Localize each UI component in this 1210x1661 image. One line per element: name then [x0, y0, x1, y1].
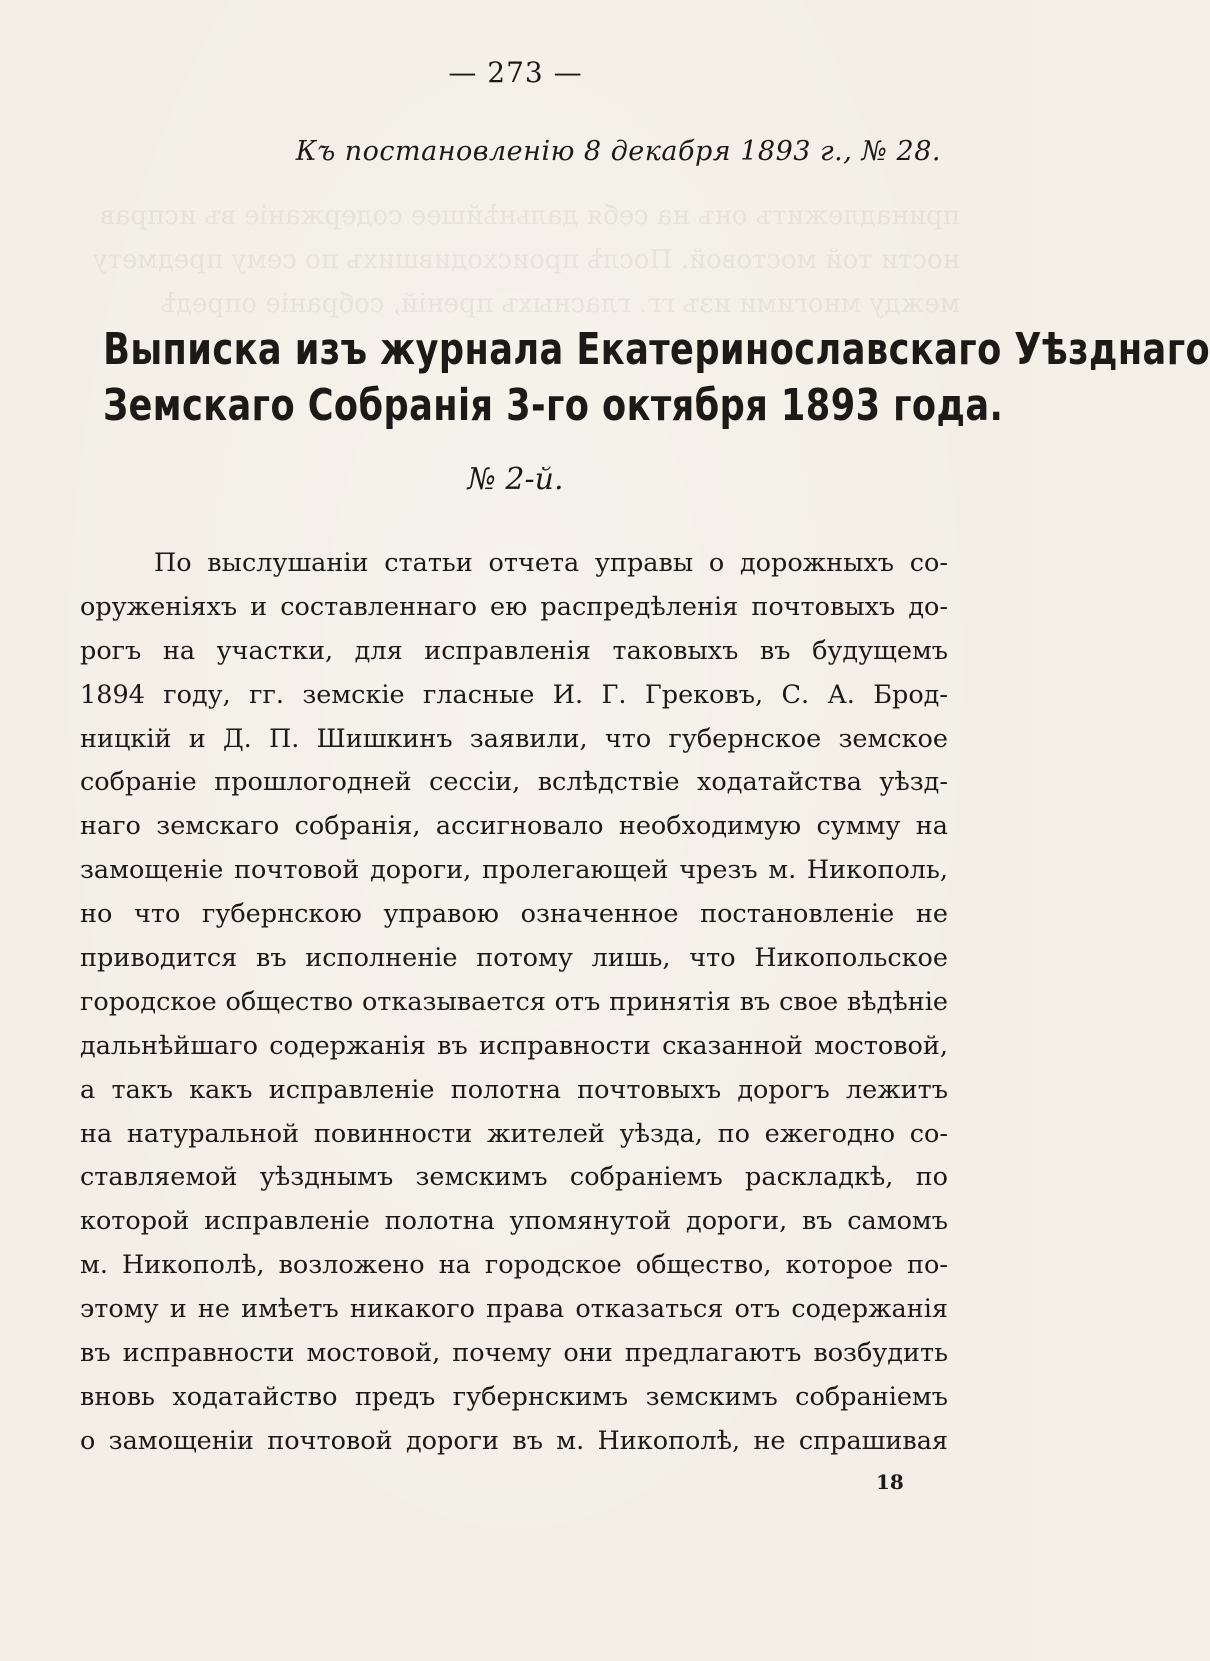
entry-number: № 2-й.	[467, 462, 564, 497]
text-line: на натуральной повинности жителей уѣзда, по ежегодно со-	[80, 1118, 948, 1149]
text-line: наго земскаго собранія, ассигновало необходимую сумму на	[80, 811, 948, 842]
text-line: оруженіяхъ и составленнаго ею распредѣленія почтовыхъ до-	[80, 591, 948, 622]
text-line: м. Никополѣ, возложено на городское общество, которое по-	[80, 1250, 948, 1281]
text-line: рогъ на участки, для исправленія таковыхъ въ будущемъ	[80, 635, 948, 666]
text-line: этому и не имѣетъ никакого права отказаться отъ содержанія	[80, 1294, 948, 1325]
text-line: которой исправленіе полотна упомянутой дороги, въ самомъ	[80, 1206, 948, 1237]
body-paragraph	[80, 542, 948, 1464]
page-number: — 273 —	[448, 56, 583, 89]
text-line: приводится въ исполненіе потому лишь, что Никопольское	[80, 943, 948, 974]
text-line: о замощеніи почтовой дороги въ м. Никополѣ, не спрашивая	[80, 1425, 948, 1456]
text-line: а такъ какъ исправленіе полотна почтовыхъ дорогъ лежитъ	[80, 1074, 948, 1105]
reference-note: Къ постановленію 8 декабря 1893 г., № 28.	[295, 136, 941, 167]
document-title	[0, 322, 1210, 434]
text-line: По выслушаніи статьи отчета управы о дорожныхъ со-	[154, 548, 948, 578]
text-line: въ исправности мостовой, почему они предлагаютъ возбудить	[80, 1338, 948, 1369]
text-line: но что губернскою управою означенное постановленіе не	[80, 899, 948, 930]
bleed-through-texture: принадлежитъ онъ на себя дальнѣйшее содержаніе въ исправ ности той мостовой. Послѣ происходившихъ по сему предмету между многими изъ гг. гласныхъ преній, собраніе опредѣ	[92, 201, 960, 319]
text-line: дальнѣйшаго содержанія въ исправности сказанной мостовой,	[80, 1030, 948, 1061]
title-line-2: Земскаго Собранія 3-го октября 1893 года.	[103, 380, 1004, 431]
text-line: ницкій и Д. П. Шишкинъ заявили, что губернское земское	[80, 723, 948, 754]
text-line: городское общество отказывается отъ принятія въ свое вѣдѣніе	[80, 986, 948, 1017]
signature-mark: 18	[876, 1470, 904, 1494]
text-line: 1894 году, гг. земскіе гласные И. Г. Грековъ, С. А. Брод-	[80, 679, 948, 710]
text-line: собраніе прошлогодней сессіи, вслѣдствіе ходатайства уѣзд-	[80, 767, 948, 798]
title-line-1: Выписка изъ журнала Екатеринославскаго Уѣзднаго	[103, 324, 1210, 375]
text-line: ставляемой уѣзднымъ земскимъ собраніемъ раскладкѣ, по	[80, 1162, 948, 1193]
text-line: вновь ходатайство предъ губернскимъ земскимъ собраніемъ	[80, 1381, 948, 1412]
text-line: замощеніе почтовой дороги, пролегающей чрезъ м. Никополь,	[80, 855, 948, 886]
